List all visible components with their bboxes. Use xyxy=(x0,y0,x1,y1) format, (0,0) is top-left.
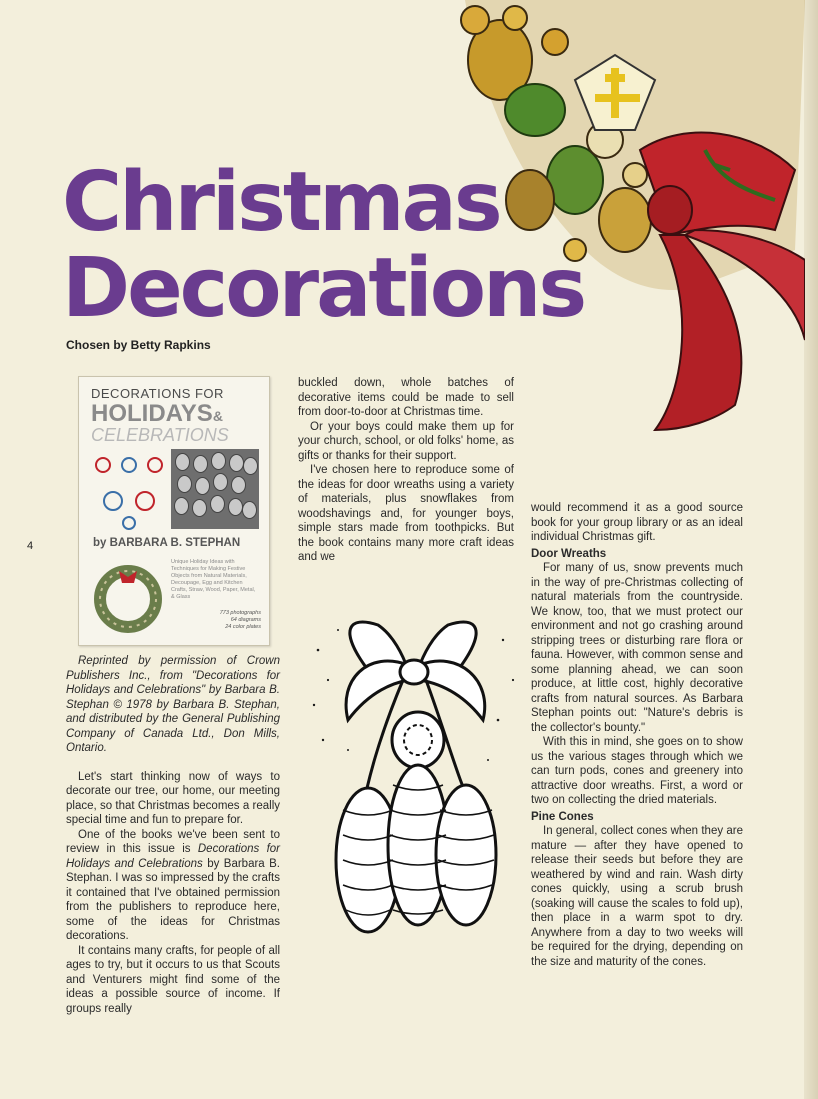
paragraph: In general, collect cones when they are mature — after they have opened to release their seeds but before they are weathered by wind and rain. Wash dirty cones quickly, using a scrub brush (soaking will cause the scales to fold up), then place in a warm spot to dry. Anywhere from a day to two weeks will be required for the drying, depending on the size and maturity of the cones. xyxy=(531,825,743,968)
book-cover-stat: 64 diagrams xyxy=(230,617,261,623)
paragraph: It contains many crafts, for people of all ages to try, but it occurs to us that Scouts and Venturers might find some of the ideas a possible source of income. If groups really xyxy=(66,944,280,1015)
book-cover-stat: 773 photographs xyxy=(219,610,261,616)
paragraph: would recommend it as a good source book for your group library or as an ideal individual Christmas gift. xyxy=(531,502,743,543)
book-cover-title-mid xyxy=(91,400,223,428)
paragraph: Or your boys could make them up for your church, school, or old folks' home, as gifts or thanks for their support. xyxy=(298,420,514,462)
title-line-1: Christmas xyxy=(62,155,500,250)
book-cover-author: by BARBARA B. STEPHAN xyxy=(93,537,241,549)
paragraph: Let's start thinking now of ways to decorate our tree, our home, our meeting place, so that Christmas becomes a really special time and fun to prepare for. xyxy=(66,770,280,826)
title-line-2: Decorations xyxy=(62,241,585,336)
paragraph xyxy=(66,828,280,944)
paragraph: With this in mind, she goes on to show us the various stages through which we can turn pods, cones and greenery into attractive door wreaths. First, a word or two on collecting the dried materials. xyxy=(531,736,743,806)
reprint-credit: Reprinted by permission of Crown Publishers Inc., from "Decorations for Holidays and Celebrations" by Barbara B. Stephan © 1978 by Barbara B. Stephan, and distributed by the General Publishing Company of Canada Ltd., Don Mills, Ontario. xyxy=(66,655,280,754)
paragraph: buckled down, whole batches of decorative items could be made to sell from door-to-door at Christmas time. xyxy=(298,377,514,418)
paragraph: For many of us, snow prevents much in the way of pre-Christmas collecting of natural materials from the countryside. We know, too, that we must protect our environment and not go crashing around stripping trees or disturbing rare flora or fauna. However, with common sense and some planning ahead, we can soon produce, at little cost, highly decorative crafts from natural sources. As Barbara Stephan points out: "Nature's debris is the collector's bounty." xyxy=(531,562,743,734)
column-1 xyxy=(66,654,280,1016)
byline: Chosen by Betty Rapkins xyxy=(66,338,211,352)
book-cover-description: Unique Holiday Ideas with Techniques for Making Festive Objects from Natural Materials, Decoupage, Egg and Kitchen Crafts, Straw, Wood, Paper, Metal, & Glass xyxy=(171,559,256,600)
book-cover-wreath xyxy=(89,557,167,635)
paragraph-text: One of the books we've been sent to review in this issue is xyxy=(66,828,280,855)
book-cover-ornaments xyxy=(89,453,169,533)
page-edge xyxy=(804,0,818,1099)
book-title-reference: Decorations for Holidays and Celebrations xyxy=(66,843,280,870)
page-title xyxy=(62,155,585,336)
paragraph: I've chosen here to reproduce some of the ideas for door wreaths using a variety of materials, plus snowflakes from woodshavings and, for younger boys, simple stars made from toothpicks. But the book contains many more craft ideas and we xyxy=(298,464,514,563)
page-number: 4 xyxy=(27,540,34,552)
book-cover-title-bottom: CELEBRATIONS xyxy=(91,425,229,445)
column-3 xyxy=(531,501,743,969)
column-2 xyxy=(298,376,514,565)
book-cover-holidays: HOLIDAYS xyxy=(91,400,213,427)
book-cover-eggs-photo xyxy=(171,449,259,529)
section-heading-pine-cones: Pine Cones xyxy=(531,810,594,823)
section-heading-door-wreaths: Door Wreaths xyxy=(531,547,607,560)
paragraph-text: by Barbara B. Stephan. I was so impressed by the crafts it contained that I've obtained permission from the publishers to reproduce here, some of the ideas for Christmas decorations. xyxy=(66,857,280,942)
book-cover-ampersand: & xyxy=(212,408,223,424)
book-cover-stat: 24 color plates xyxy=(225,624,261,630)
book-cover-image xyxy=(78,376,270,646)
book-cover-title-top: DECORATIONS FOR xyxy=(91,386,224,401)
book-cover-stats xyxy=(191,610,261,631)
pinecone-wreath-illustration xyxy=(308,610,523,960)
